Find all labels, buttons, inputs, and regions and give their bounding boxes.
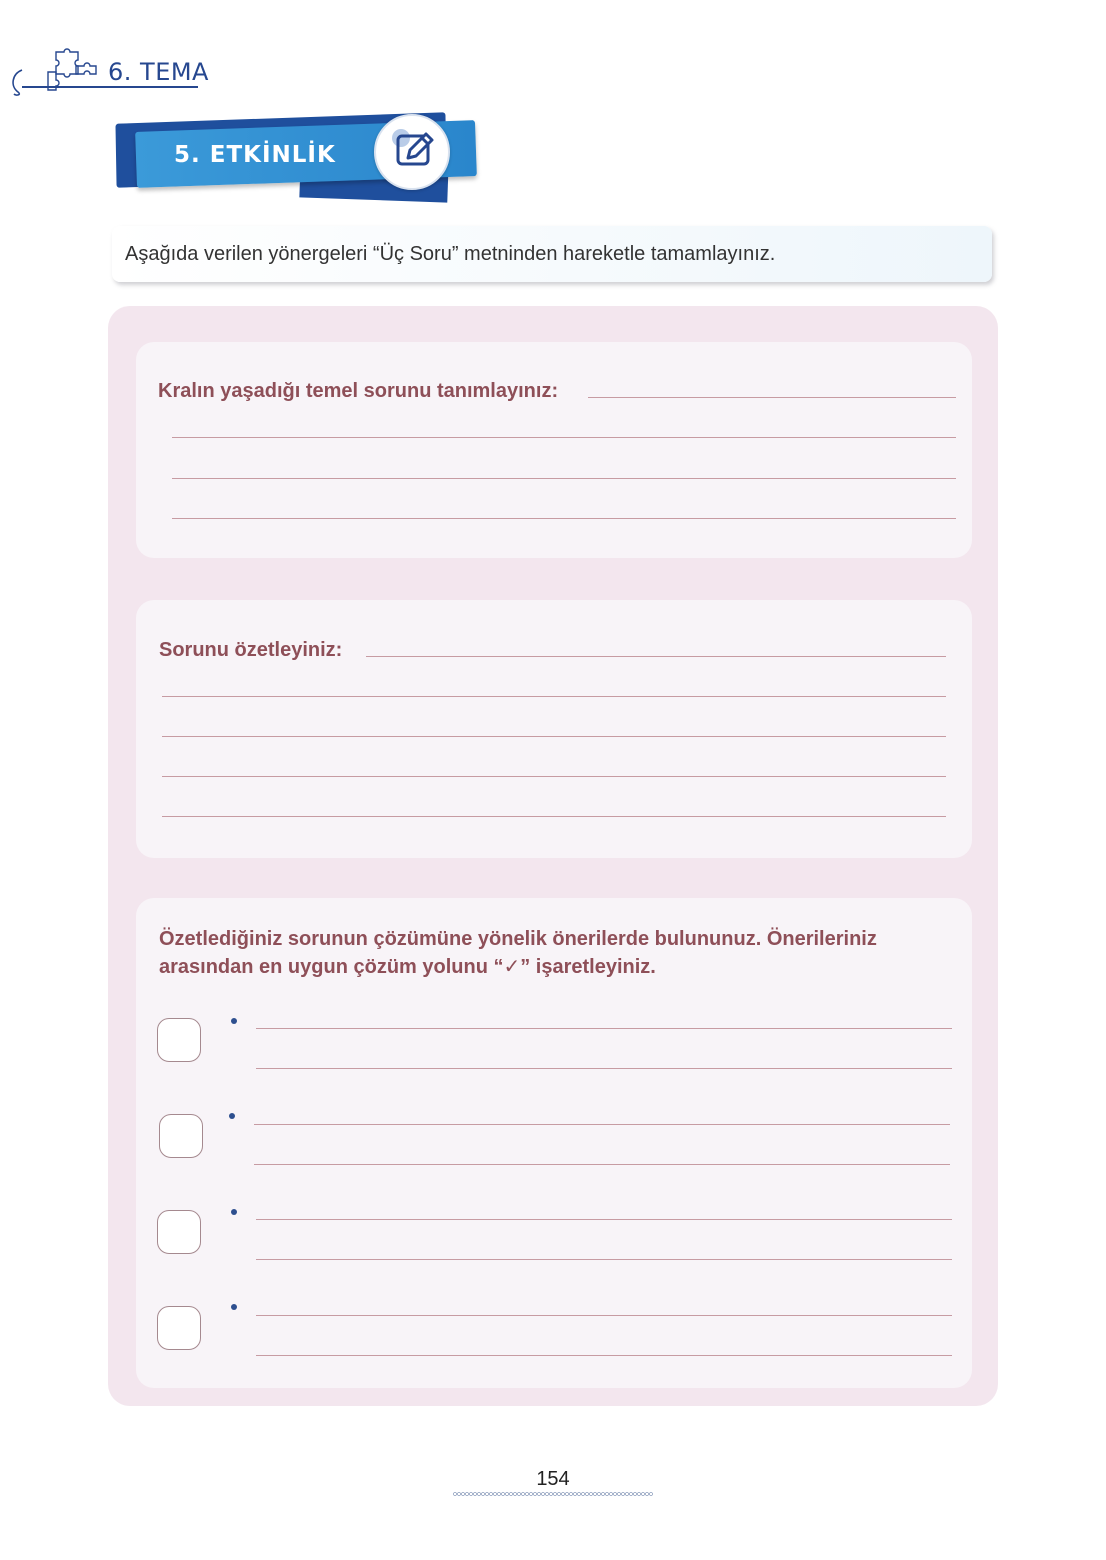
problem-summary-prompt: Sorunu özetleyiniz: (159, 639, 343, 661)
answer-line[interactable] (172, 437, 956, 438)
bullet-dot (231, 1209, 237, 1215)
theme-title: 6. TEMA (108, 58, 209, 86)
bullet-dot (231, 1304, 237, 1310)
theme-underline (22, 86, 198, 88)
answer-line[interactable] (256, 1068, 952, 1069)
suggestion-checkbox[interactable] (157, 1018, 201, 1062)
suggestion-checkbox[interactable] (157, 1306, 201, 1350)
answer-line[interactable] (162, 816, 946, 817)
bullet-dot (231, 1018, 237, 1024)
problem-definition-card (136, 342, 972, 558)
page-number: 154 (536, 1468, 570, 1490)
solution-prompt-line2: arasından en uygun çözüm yolunu “✓” işaretleyiniz. (159, 956, 656, 978)
answer-line[interactable] (162, 776, 946, 777)
solution-prompt-line1: Özetlediğiniz sorunun çözümüne yönelik önerilerde bulununuz. Önerileriniz (159, 928, 877, 950)
answer-line[interactable] (172, 478, 956, 479)
answer-line[interactable] (254, 1124, 950, 1125)
answer-line[interactable] (256, 1028, 952, 1029)
answer-line[interactable] (172, 518, 956, 519)
page-number-decor (453, 1492, 653, 1496)
problem-definition-prompt: Kralın yaşadığı temel sorunu tanımlayınız: (158, 380, 559, 402)
edit-pencil-icon (374, 114, 446, 186)
puzzle-decor-icon (8, 44, 118, 104)
bullet-dot (229, 1113, 235, 1119)
answer-line[interactable] (366, 656, 946, 657)
edit-icon-badge (374, 114, 450, 190)
answer-line[interactable] (254, 1164, 950, 1165)
suggestion-checkbox[interactable] (159, 1114, 203, 1158)
answer-line[interactable] (256, 1259, 952, 1260)
answer-line[interactable] (256, 1219, 952, 1220)
answer-line[interactable] (162, 736, 946, 737)
activity-label: 5. ETKİNLİK (174, 142, 336, 168)
answer-line[interactable] (588, 397, 956, 398)
answer-line[interactable] (162, 696, 946, 697)
answer-line[interactable] (256, 1355, 952, 1356)
instruction-text: Aşağıda verilen yönergeleri “Üç Soru” metninden hareketle tamamlayınız. (125, 243, 776, 265)
answer-line[interactable] (256, 1315, 952, 1316)
suggestion-checkbox[interactable] (157, 1210, 201, 1254)
